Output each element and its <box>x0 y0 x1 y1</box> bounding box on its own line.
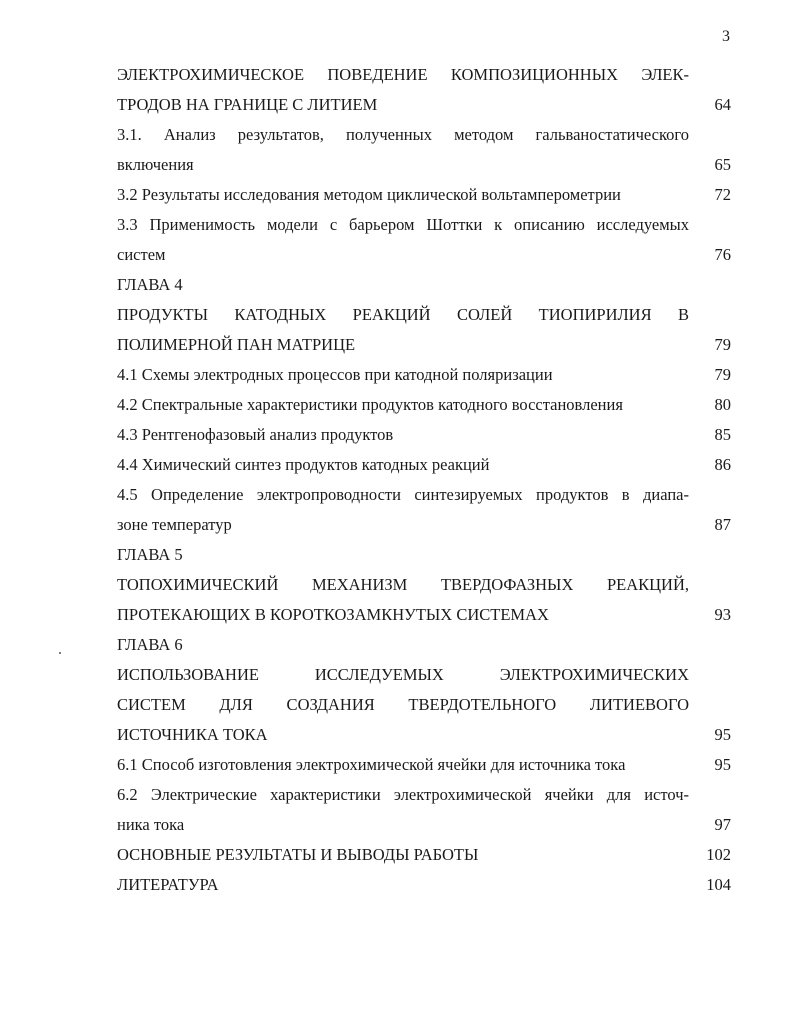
toc-entry-text: ника тока <box>117 815 185 834</box>
scan-artifact-dot <box>59 652 61 654</box>
toc-entry-text: 4.4 Химический синтез продуктов катодных реакций <box>117 455 490 474</box>
toc-row <box>117 870 731 900</box>
toc-entry-text: 4.1 Схемы электродных процессов при катодной поляризации <box>117 365 553 384</box>
toc-row <box>117 660 731 690</box>
toc-row <box>117 480 731 510</box>
chapter-title: ТОПОХИМИЧЕСКИЙ МЕХАНИЗМ ТВЕРДОФАЗНЫХ РЕАКЦИЙ, <box>117 575 689 594</box>
section-title: ОСНОВНЫЕ РЕЗУЛЬТАТЫ И ВЫВОДЫ РАБОТЫ <box>117 845 479 864</box>
toc-entry-page: 104 <box>706 875 731 894</box>
chapter-title: ИСПОЛЬЗОВАНИЕ ИССЛЕДУЕМЫХ ЭЛЕКТРОХИМИЧЕСКИХ <box>117 665 689 684</box>
chapter-heading: ГЛАВА 6 <box>117 635 183 654</box>
toc-row <box>117 450 731 480</box>
toc-row <box>117 90 731 120</box>
toc-row <box>117 150 731 180</box>
toc-entry-text: 6.1 Способ изготовления электрохимической ячейки для источника тока <box>117 755 626 774</box>
toc-row <box>117 120 731 150</box>
toc-entry-text: ТРОДОВ НА ГРАНИЦЕ С ЛИТИЕМ <box>117 95 378 114</box>
toc-row <box>117 750 731 780</box>
toc-row <box>117 60 731 90</box>
toc-row <box>117 210 731 240</box>
toc-row <box>117 270 731 300</box>
chapter-title: СИСТЕМ ДЛЯ СОЗДАНИЯ ТВЕРДОТЕЛЬНОГО ЛИТИЕВОГО <box>117 695 689 714</box>
toc-row <box>117 180 731 210</box>
toc-row <box>117 540 731 570</box>
toc-row <box>117 510 731 540</box>
toc-entry-page: 79 <box>714 335 731 354</box>
toc-entry-text: включения <box>117 155 194 174</box>
toc-row <box>117 690 731 720</box>
chapter-title: ПРОДУКТЫ КАТОДНЫХ РЕАКЦИЙ СОЛЕЙ ТИОПИРИЛИЯ В <box>117 305 689 324</box>
toc-row <box>117 780 731 810</box>
toc-entry-page: 79 <box>714 365 731 384</box>
chapter-title: ИСТОЧНИКА ТОКА <box>117 725 268 744</box>
chapter-title: ПОЛИМЕРНОЙ ПАН МАТРИЦЕ <box>117 335 356 354</box>
toc-entry-page: 95 <box>714 725 731 744</box>
toc-row <box>117 360 731 390</box>
toc-row <box>117 240 731 270</box>
toc-entry-text: 4.5 Определение электропроводности синтезируемых продуктов в диапа- <box>117 485 689 504</box>
toc-entry-page: 65 <box>714 155 731 174</box>
toc-entry-page: 97 <box>714 815 731 834</box>
toc-entry-text: систем <box>117 245 166 264</box>
toc-row <box>117 600 731 630</box>
toc-entry-text: 4.3 Рентгенофазовый анализ продуктов <box>117 425 394 444</box>
toc-row <box>117 390 731 420</box>
toc-row <box>117 420 731 450</box>
chapter-heading: ГЛАВА 5 <box>117 545 183 564</box>
toc-entry-text: 3.3 Применимость модели с барьером Шоттки к описанию исследуемых <box>117 215 689 234</box>
toc-row <box>117 570 731 600</box>
toc-entry-text: 4.2 Спектральные характеристики продуктов катодного восстановления <box>117 395 623 414</box>
toc-row <box>117 810 731 840</box>
table-of-contents <box>117 60 731 900</box>
section-title: ЛИТЕРАТУРА <box>117 875 219 894</box>
toc-entry-text: 3.1. Анализ результатов, полученных методом гальваностатического <box>117 125 689 144</box>
toc-entry-text: 6.2 Электрические характеристики электрохимической ячейки для источ- <box>117 785 689 804</box>
toc-row <box>117 630 731 660</box>
toc-entry-page: 93 <box>714 605 731 624</box>
toc-row <box>117 300 731 330</box>
toc-entry-page: 95 <box>714 755 731 774</box>
chapter-heading: ГЛАВА 4 <box>117 275 183 294</box>
page-number: 3 <box>722 28 730 45</box>
chapter-title: ПРОТЕКАЮЩИХ В КОРОТКОЗАМКНУТЫХ СИСТЕМАХ <box>117 605 549 624</box>
toc-entry-text: ЭЛЕКТРОХИМИЧЕСКОЕ ПОВЕДЕНИЕ КОМПОЗИЦИОННЫХ ЭЛЕК- <box>117 65 689 84</box>
toc-entry-page: 64 <box>714 95 731 114</box>
toc-entry-page: 102 <box>706 845 731 864</box>
toc-entry-page: 76 <box>714 245 731 264</box>
toc-entry-page: 85 <box>714 425 731 444</box>
toc-row <box>117 720 731 750</box>
toc-entry-page: 80 <box>714 395 731 414</box>
toc-entry-text: 3.2 Результаты исследования методом циклической вольтамперометрии <box>117 185 621 204</box>
toc-row <box>117 840 731 870</box>
toc-entry-text: зоне температур <box>117 515 232 534</box>
toc-entry-page: 86 <box>714 455 731 474</box>
toc-entry-page: 87 <box>714 515 731 534</box>
toc-entry-page: 72 <box>714 185 731 204</box>
toc-row <box>117 330 731 360</box>
